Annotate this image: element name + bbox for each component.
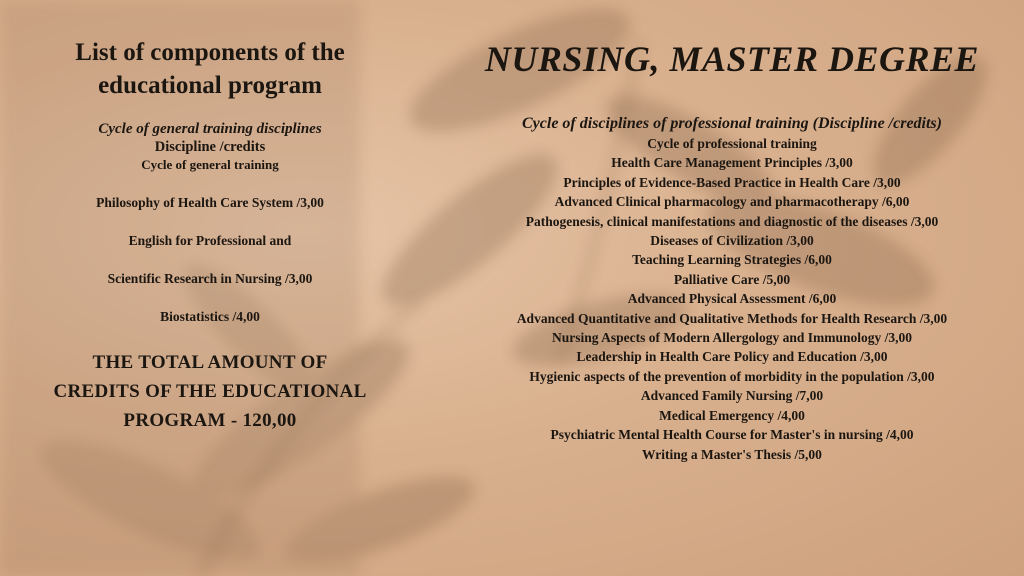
list-item: Cycle of professional training (647, 136, 817, 151)
list-item: Leadership in Health Care Policy and Education /3,00 (576, 349, 888, 365)
list-item: Advanced Quantitative and Qualitative Methods for Health Research /3,00 (516, 310, 948, 326)
list-item: Diseases of Civilization /3,00 (650, 233, 814, 249)
general-cycle-heading: Cycle of general training disciplines (98, 121, 322, 137)
list-item: Principles of Evidence-Based Practice in Health Care /3,00 (563, 174, 901, 190)
professional-disciplines-panel (440, 36, 1024, 464)
discipline-item: Philosophy of Health Care System /3,00 (96, 195, 324, 210)
list-item: Psychiatric Mental Health Course for Master's in nursing /4,00 (550, 427, 914, 443)
program-components-panel (0, 36, 420, 435)
list-item: Health Care Management Principles /3,00 (611, 155, 853, 171)
list-item: Nursing Aspects of Modern Allergology and Immunology /3,00 (551, 330, 913, 346)
list-item: Advanced Physical Assessment /6,00 (627, 291, 837, 307)
list-item: Medical Emergency /4,00 (659, 407, 805, 423)
components-title (0, 36, 420, 102)
general-training-label: Cycle of general training (141, 157, 279, 172)
discipline-credits-label: Discipline /credits (154, 139, 266, 155)
total-credits-line3: PROGRAM - 120,00 (123, 410, 297, 431)
discipline-item: Biostatistics /4,00 (160, 309, 260, 324)
discipline-item: English for Professional and (128, 233, 292, 248)
total-credits-line2: CREDITS OF THE EDUCATIONAL (53, 381, 367, 402)
total-credits-line1: THE TOTAL AMOUNT OF (92, 352, 328, 373)
components-title-line2: educational program (98, 72, 322, 99)
list-item: Teaching Learning Strategies /6,00 (632, 252, 832, 268)
components-title-line1: List of components of the (75, 39, 345, 66)
list-item: Pathogenesis, clinical manifestations and diagnostic of the diseases /3,00 (525, 213, 939, 229)
list-item: Palliative Care /5,00 (673, 271, 791, 287)
list-item: Hygienic aspects of the prevention of morbidity in the population /3,00 (529, 368, 935, 384)
professional-cycle-heading: Cycle of disciplines of professional training (Discipline /credits) (522, 115, 942, 132)
total-credits (0, 348, 420, 435)
list-item: Writing a Master's Thesis /5,00 (642, 446, 822, 462)
professional-discipline-list (440, 134, 1024, 464)
page-title: NURSING, MASTER DEGREE (484, 39, 980, 79)
discipline-item: Scientific Research in Nursing /3,00 (107, 271, 313, 286)
list-item: Advanced Clinical pharmacology and pharmacotherapy /6,00 (554, 194, 910, 210)
list-item: Advanced Family Nursing /7,00 (640, 388, 824, 404)
